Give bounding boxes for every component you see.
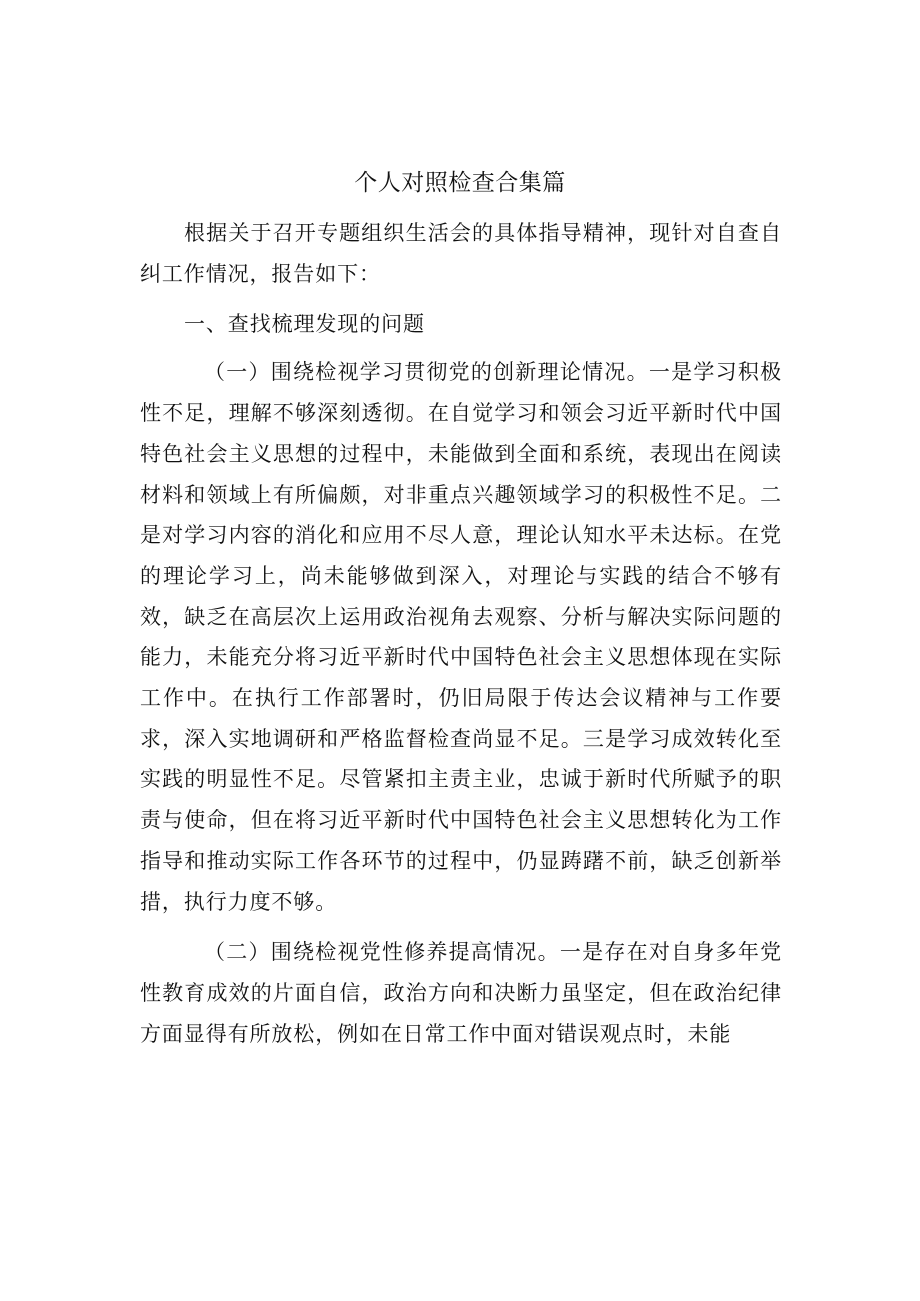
intro-paragraph: 根据关于召开专题组织生活会的具体指导精神，现针对自查自纠工作情况，报告如下： xyxy=(140,221,782,286)
body-paragraph-1: （一）围绕检视学习贯彻党的创新理论情况。一是学习积极性不足，理解不够深刻透彻。在自觉学习和领会习近平新时代中国特色社会主义思想的过程中，未能做到全面和系统，表现出在阅读材料和领域上有所偏颇，对非重点兴趣领域学习的积极性不足。二是对学习内容的消化和应用不尽人意，理论认知水平未达标。在党的理论学习上，尚未能够做到深入，对理论与实践的结合不够有效，缺乏在高层次上运用政治视角去观察、分析与解决实际问题的能力，未能充分将习近平新时代中国特色社会主义思想体现在实际工作中。在执行工作部署时，仍旧局限于传达会议精神与工作要求，深入实地调研和严格监督检查尚显不足。三是学习成效转化至实践的明显性不足。尽管紧扣主责主业，忠诚于新时代所赋予的职责与使命，但在将习近平新时代中国特色社会主义思想转化为工作指导和推动实际工作各环节的过程中，仍显踌躇不前，缺乏创新举措，执行力度不够。 xyxy=(140,360,782,914)
document-body xyxy=(140,213,782,1054)
document-title: 个人对照检查合集篇 xyxy=(354,170,566,196)
body-paragraph-2: （二）围绕检视党性修养提高情况。一是存在对自身多年党性教育成效的片面自信，政治方向和决断力虽坚定，但在政治纪律方面显得有所放松，例如在日常工作中面对错误观点时，未能 xyxy=(140,940,782,1046)
section-heading: 一、查找梳理发现的问题 xyxy=(184,312,425,337)
